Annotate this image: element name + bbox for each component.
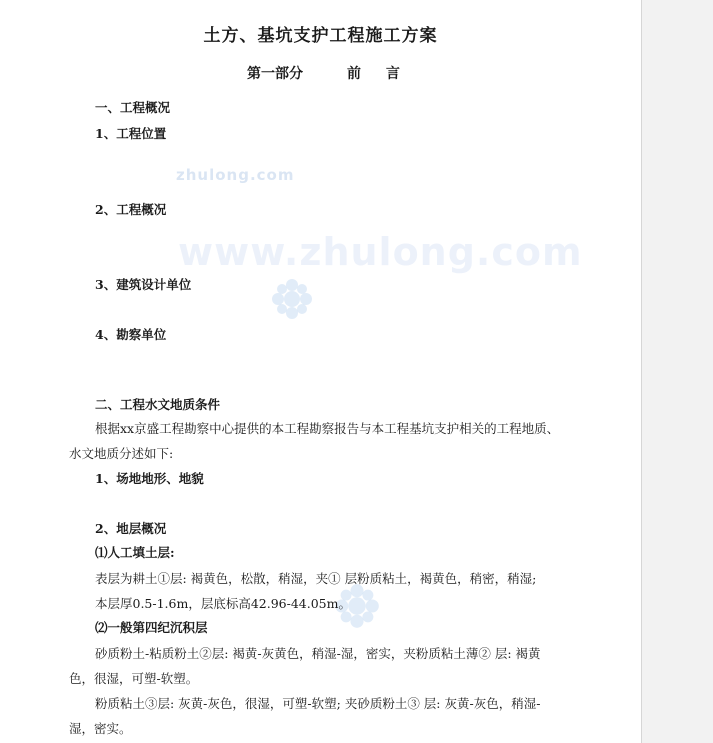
paragraph-line: 粉质粘土③层: 灰黄-灰色，很湿，可塑-软塑; 夹砂质粉土③ 层: 灰黄-灰色，稍湿- — [95, 696, 541, 711]
list-item: 4、勘察单位 — [95, 327, 167, 342]
list-item: 2、地层概况 — [95, 521, 167, 536]
viewer-background — [642, 0, 713, 743]
part-name: 前 言 — [347, 66, 410, 82]
section-heading: 二、工程水文地质条件 — [95, 397, 221, 412]
paragraph-line: 表层为耕土①层: 褐黄色，松散，稍湿，夹① 层粉质粘土，褐黄色，稍密，稍湿; — [95, 571, 537, 586]
paragraph-line: 本层厚0.5-1.6m，层底标高42.96-44.05m。 — [95, 596, 351, 611]
list-item: 1、工程位置 — [95, 126, 167, 141]
watermark-small-text: zhulong.com — [176, 166, 295, 184]
watermark-logo-icon — [270, 277, 314, 321]
watermark-large-text: www.zhulong.com — [178, 230, 583, 274]
paragraph-line: 根据xx京盛工程勘察中心提供的本工程勘察报告与本工程基坑支护相关的工程地质、 — [95, 421, 560, 436]
list-item: 2、工程概况 — [95, 202, 167, 217]
paragraph-line: 湿，密实。 — [69, 721, 132, 736]
subsection-heading: ⑴人工填土层: — [95, 545, 175, 560]
document-title: 土方、基坑支护工程施工方案 — [203, 26, 438, 46]
paragraph-line: 砂质粉土-粘质粉土②层: 褐黄-灰黄色，稍湿-湿，密实，夹粉质粘土薄② 层: 褐黄 — [95, 646, 541, 661]
section-heading: 一、工程概况 — [95, 100, 171, 115]
part-label: 第一部分 — [247, 66, 303, 82]
paragraph-line: 色，很湿，可塑-软塑。 — [69, 671, 199, 686]
list-item: 1、场地地形、地貌 — [95, 471, 204, 486]
list-item: 3、建筑设计单位 — [95, 277, 192, 292]
paragraph-line: 水文地质分述如下: — [69, 446, 174, 461]
subsection-heading: ⑵一般第四纪沉积层 — [95, 620, 208, 635]
